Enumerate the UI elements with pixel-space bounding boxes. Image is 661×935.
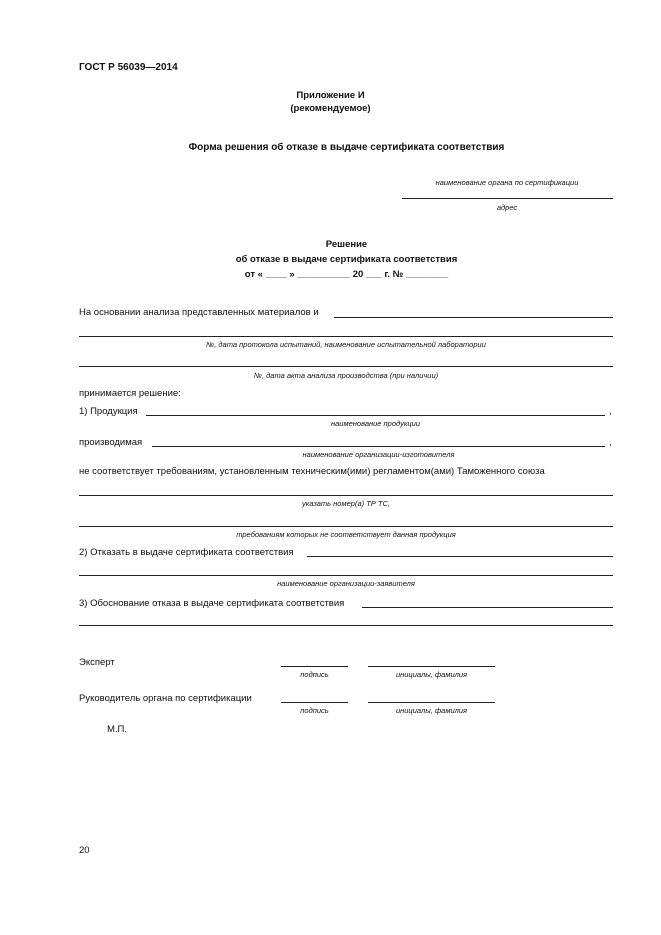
page-number: 20: [79, 845, 90, 856]
form-title: Форма решения об отказе в выдаче сертификата соответствия: [188, 142, 505, 153]
org-caption: наименование органа по сертификации: [435, 178, 579, 187]
appendix-subtitle: (рекомендуемое): [290, 103, 371, 114]
item2-line: [307, 556, 613, 557]
applicant-line: [79, 575, 613, 576]
item1-label: 1) Продукция: [79, 406, 138, 417]
requirements-caption: требованиям которых не соответствует данная продукция: [236, 530, 456, 539]
product-line: [146, 415, 605, 416]
decision-text: принимается решение:: [79, 388, 181, 399]
expert-initials-line: [368, 666, 495, 667]
manufactured-label: производимая: [79, 437, 143, 448]
act-line: [79, 366, 613, 367]
item3-label: 3) Обоснование отказа в выдаче сертификата соответствия: [79, 598, 345, 609]
head-label: Руководитель органа по сертификации: [79, 693, 252, 704]
applicant-caption: наименование организации-заявителя: [277, 579, 415, 588]
standard-code: ГОСТ Р 56039—2014: [79, 62, 178, 73]
product-caption: наименование продукции: [330, 419, 420, 428]
decision-title: Решение: [325, 239, 368, 250]
basis-text: На основании анализа представленных материалов и: [79, 307, 319, 318]
expert-signature-caption: подпись: [300, 670, 329, 679]
nonconform-text: не соответствует требованиям, установленным техническим(ими) регламентом(ами) Таможенного союза: [79, 466, 545, 477]
head-initials-line: [368, 702, 495, 703]
protocol-caption: №, дата протокола испытаний, наименование испытательной лаборатории: [206, 340, 486, 349]
protocol-line: [79, 336, 613, 337]
manufacturer-line: [152, 446, 605, 447]
address-caption: адрес: [496, 203, 518, 212]
address-line: [402, 198, 613, 199]
expert-label: Эксперт: [79, 657, 115, 668]
decision-subtitle: об отказе в выдаче сертификата соответствия: [235, 254, 458, 265]
manufactured-comma: ,: [609, 437, 612, 448]
expert-initials-caption: инициалы, фамилия: [395, 670, 468, 679]
head-signature-line: [281, 702, 348, 703]
item1-comma: ,: [609, 406, 612, 417]
requirements-line: [79, 526, 613, 527]
decision-date-line: от « ____ » __________ 20 ___ г. № ________: [244, 269, 449, 280]
item2-label: 2) Отказать в выдаче сертификата соответствия: [79, 547, 294, 558]
head-initials-caption: инициалы, фамилия: [395, 706, 468, 715]
tr-caption: указать номер(а) ТР ТС,: [302, 499, 390, 508]
stamp-label: М.П.: [107, 724, 128, 735]
item3-line: [362, 607, 613, 608]
manufacturer-caption: наименование организации-изготовителя: [302, 450, 455, 459]
tr-line: [79, 495, 613, 496]
head-signature-caption: подпись: [300, 706, 329, 715]
basis-line: [334, 317, 613, 318]
appendix-title: Приложение И: [296, 90, 365, 101]
justification-line: [79, 625, 613, 626]
act-caption: №, дата акта анализа производства (при наличии): [253, 371, 439, 380]
expert-signature-line: [281, 666, 348, 667]
